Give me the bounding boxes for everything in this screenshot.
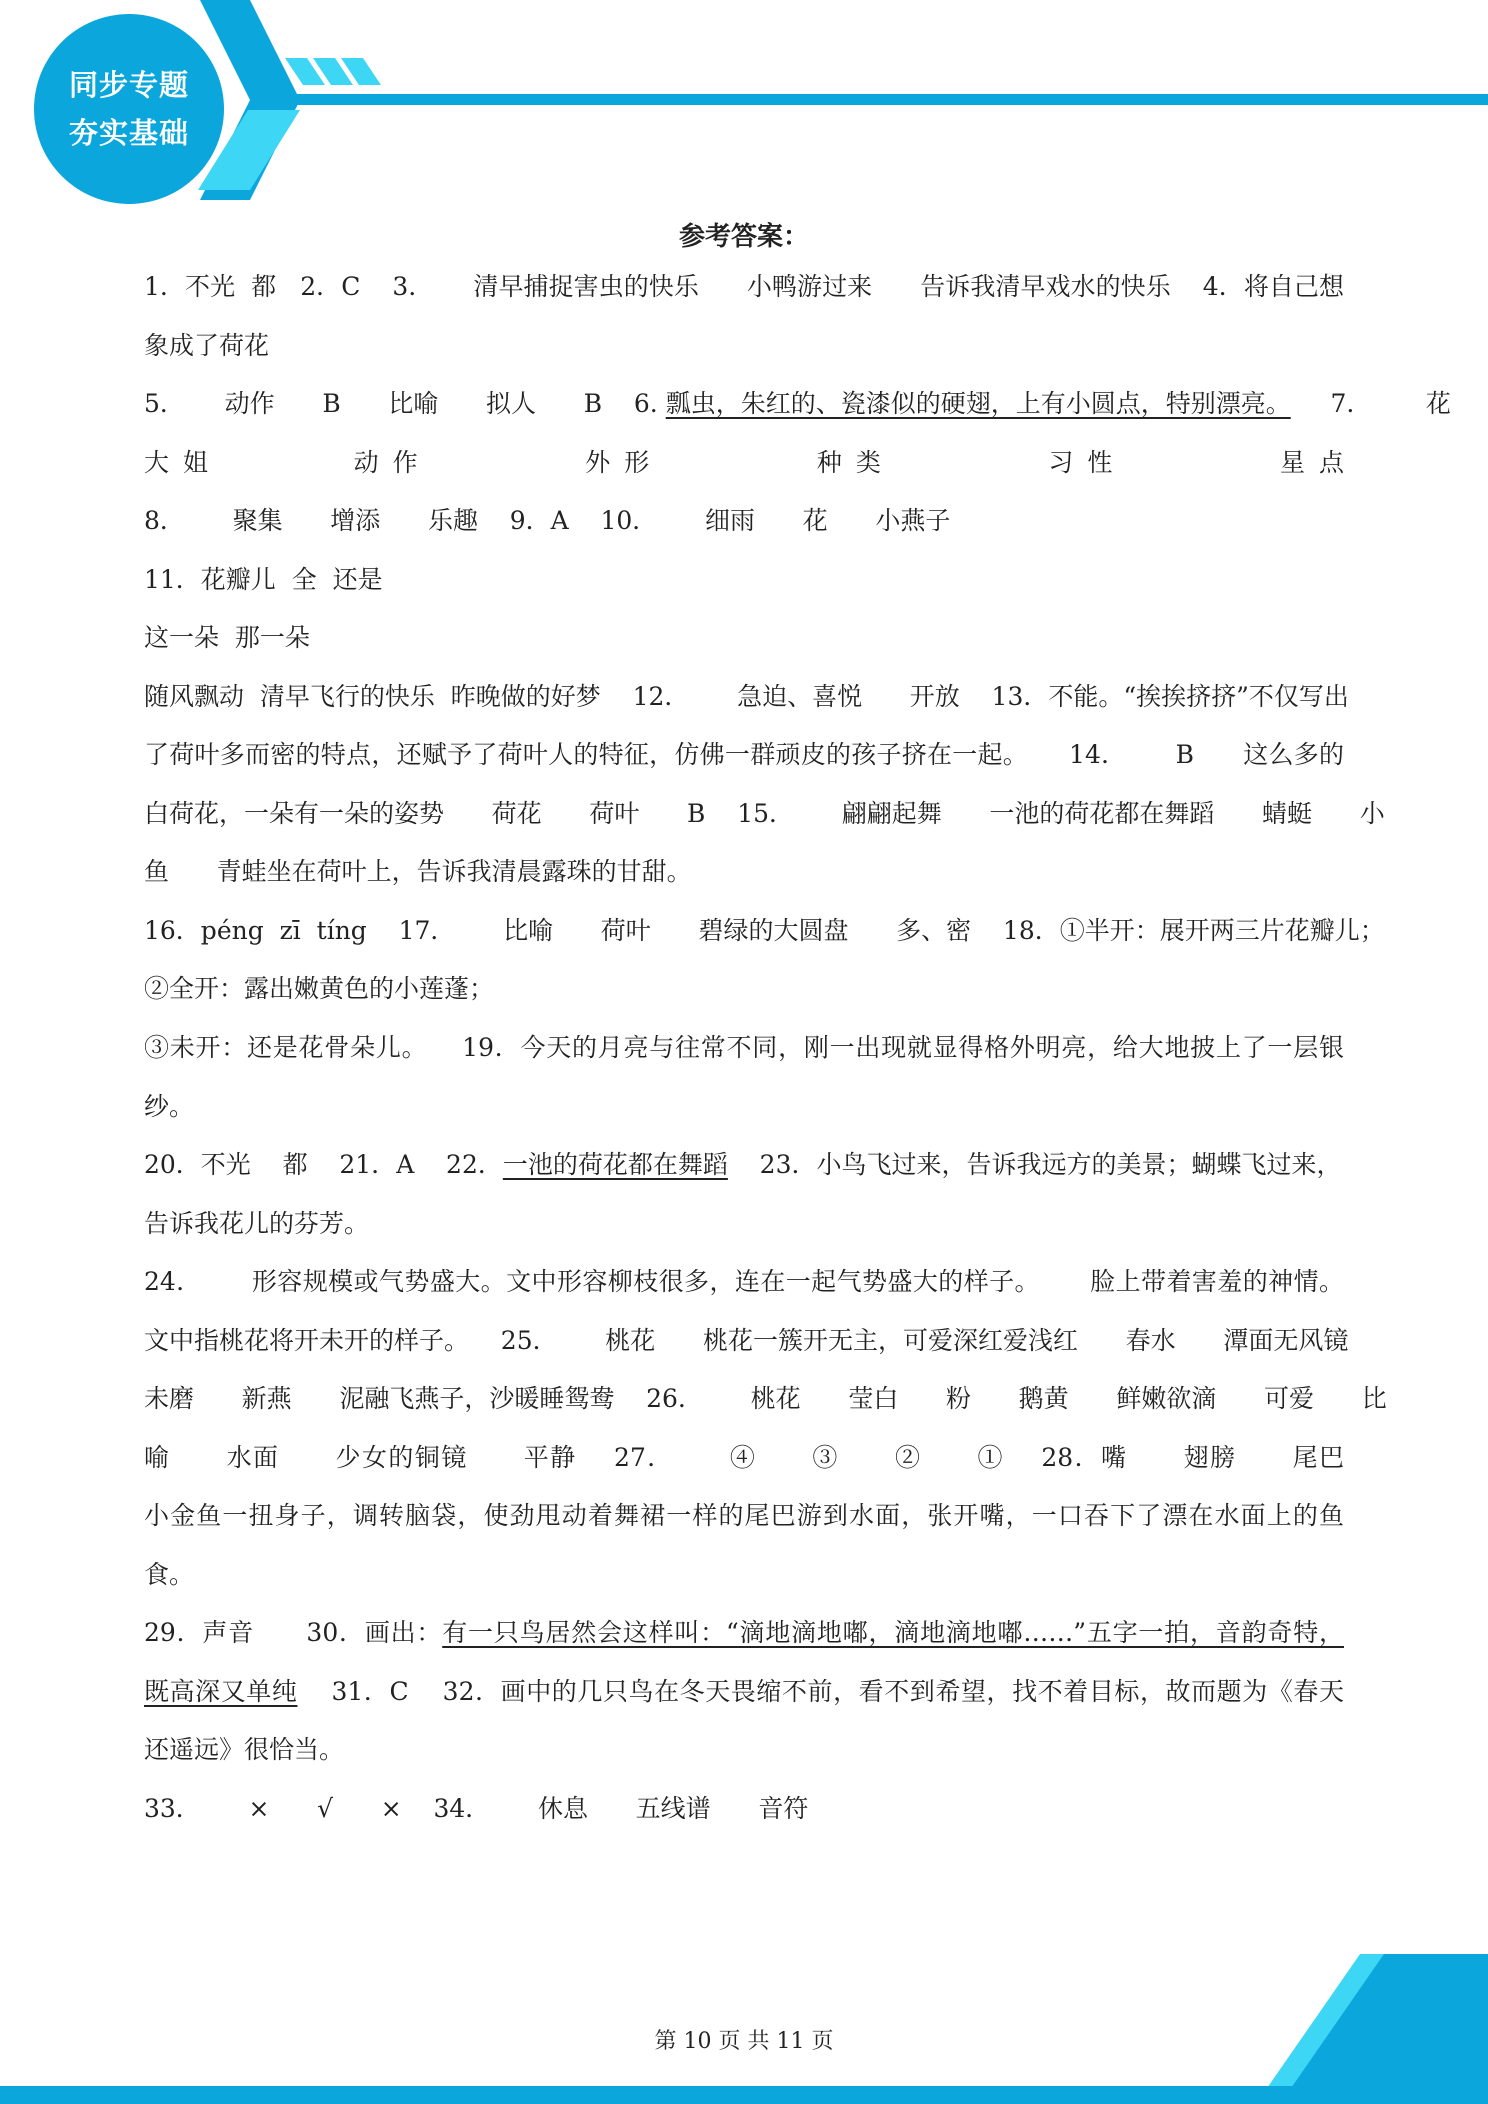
answer-line (144, 1090, 194, 1124)
answer-line (144, 680, 1349, 714)
answer-line (144, 797, 1385, 831)
page-number: 第 10 页 共 11 页 (654, 2029, 834, 2054)
answer-line (144, 1148, 1341, 1182)
answer-text: 文中指桃花将开未开的样子。 25． 桃花 桃花一簇开无主，可爱深红爱浅红 春水 潭面无风镜 (144, 1326, 1349, 1355)
answer-line (144, 738, 1344, 772)
answer-line (144, 1616, 1344, 1650)
answer-text: 喻 水面 少女的铜镜 平静 27． ④ ③ ② ① 28．嘴 翅膀 尾巴 (144, 1443, 1344, 1472)
answer-text: 1．不光 都 2．C 3． 清早捕捉害虫的快乐 小鸭游过来 告诉我清早戏水的快乐 4．将自己想 (144, 272, 1344, 301)
answer-line (144, 1324, 1349, 1358)
badge-line-2: 夯实基础 (68, 116, 189, 150)
answer-text: ②全开：露出嫩黄色的小莲蓬； (144, 974, 495, 1003)
answer-text: 8． 聚集 增添 乐趣 9．A 10． 细雨 花 小燕子 (144, 506, 951, 535)
answer-text: 29．声音 30．画出： (144, 1618, 443, 1647)
answer-text: 还遥远》很恰当。 (144, 1735, 345, 1764)
answer-text: 象成了荷花 (144, 331, 270, 360)
answer-text: 20．不光 都 21．A 22． (144, 1150, 503, 1179)
answer-line (144, 1792, 808, 1826)
page-header (0, 0, 1488, 200)
answer-text: 未磨 新燕 泥融飞燕子，沙暖睡鸳鸯 26． 桃花 莹白 粉 鹅黄 鲜嫩欲滴 可爱 比 (144, 1384, 1387, 1413)
answer-text: 白荷花，一朵有一朵的姿势 荷花 荷叶 B 15． 翩翩起舞 一池的荷花都在舞蹈 蜻蜓 小 (144, 799, 1385, 828)
answer-line (144, 563, 383, 597)
answer-line (144, 1733, 344, 1767)
section-badge (34, 14, 224, 204)
underlined-answer: 瓢虫，朱红的、瓷漆似的硬翅，上有小圆点，特别漂亮。 (665, 389, 1291, 418)
answer-line (144, 270, 1344, 304)
answer-line (144, 446, 1344, 480)
answer-text: 了荷叶多而密的特点，还赋予了荷叶人的特征，仿佛一群顽皮的孩子挤在一起。 14． B 这么多的 (144, 740, 1344, 769)
bottom-bar (0, 2086, 1488, 2104)
badge-line-1: 同步专题 (68, 68, 189, 102)
answer-line (144, 329, 269, 363)
answer-text: 纱。 (144, 1092, 195, 1121)
answer-line (144, 1558, 194, 1592)
answer-text: 24． 形容规模或气势盛大。文中形容柳枝很多，连在一起气势盛大的样子。 脸上带着害羞的神情。 (144, 1267, 1344, 1296)
answer-line (144, 1265, 1344, 1299)
answer-text: 告诉我花儿的芬芳。 (144, 1209, 370, 1238)
answer-text: 食。 (144, 1560, 195, 1589)
answer-line (144, 914, 1385, 948)
answer-text: 31．C 32．画中的几只鸟在冬天畏缩不前，看不到希望，找不着目标，故而题为《春天 (297, 1677, 1344, 1706)
answer-line (144, 1382, 1387, 1416)
answer-text: 11．花瓣儿 全 还是 (144, 565, 383, 594)
answer-text: 16．péng zī tíng 17． 比喻 荷叶 碧绿的大圆盘 多、密 18．①半开：展开两三片花瓣儿； (144, 916, 1385, 945)
answer-line (144, 1675, 1344, 1709)
page-title: 参考答案： (678, 222, 809, 252)
answer-line (144, 1499, 1344, 1533)
answer-line (144, 621, 310, 655)
answer-text: 33． × √ × 34． 休息 五线谱 音符 (144, 1794, 809, 1823)
answer-line (144, 972, 494, 1006)
answer-line (144, 855, 692, 889)
corner-decoration (1268, 1954, 1488, 2104)
answer-text: 小金鱼一扭身子，调转脑袋，使劲甩动着舞裙一样的尾巴游到水面，张开嘴，一口吞下了漂在水面上的鱼 (144, 1501, 1344, 1530)
answer-text: 5． 动作 B 比喻 拟人 B 6. (144, 389, 666, 418)
answer-line (144, 1441, 1344, 1475)
underlined-answer: 一池的荷花都在舞蹈 (502, 1150, 728, 1179)
answer-line (144, 1031, 1344, 1065)
answer-text: 随风飘动 清早飞行的快乐 昨晚做的好梦 12． 急迫、喜悦 开放 13．不能。“挨挨挤挤”不仅写出 (144, 682, 1349, 711)
answer-line (144, 504, 950, 538)
answer-text: 23．小鸟飞过来，告诉我远方的美景；蝴蝶飞过来， (727, 1150, 1342, 1179)
answer-text: ③未开：还是花骨朵儿。 19．今天的月亮与往常不同，刚一出现就显得格外明亮，给大地披上了一层银 (144, 1033, 1344, 1062)
answer-text: 鱼 青蛙坐在荷叶上，告诉我清晨露珠的甘甜。 (144, 857, 692, 886)
answer-text: 这一朵 那一朵 (144, 623, 310, 652)
answer-line (144, 1207, 369, 1241)
underlined-answer: 既高深又单纯 (144, 1677, 298, 1706)
answer-text: 7. 花 (1290, 389, 1451, 418)
answer-line (144, 387, 1451, 421)
underlined-answer: 有一只鸟居然会这样叫：“滴地滴地嘟，滴地滴地嘟……”五字一拍，音韵奇特， (442, 1618, 1344, 1647)
answer-text: 大姐 动作 外形 种类 习性 星点 (144, 448, 1344, 477)
